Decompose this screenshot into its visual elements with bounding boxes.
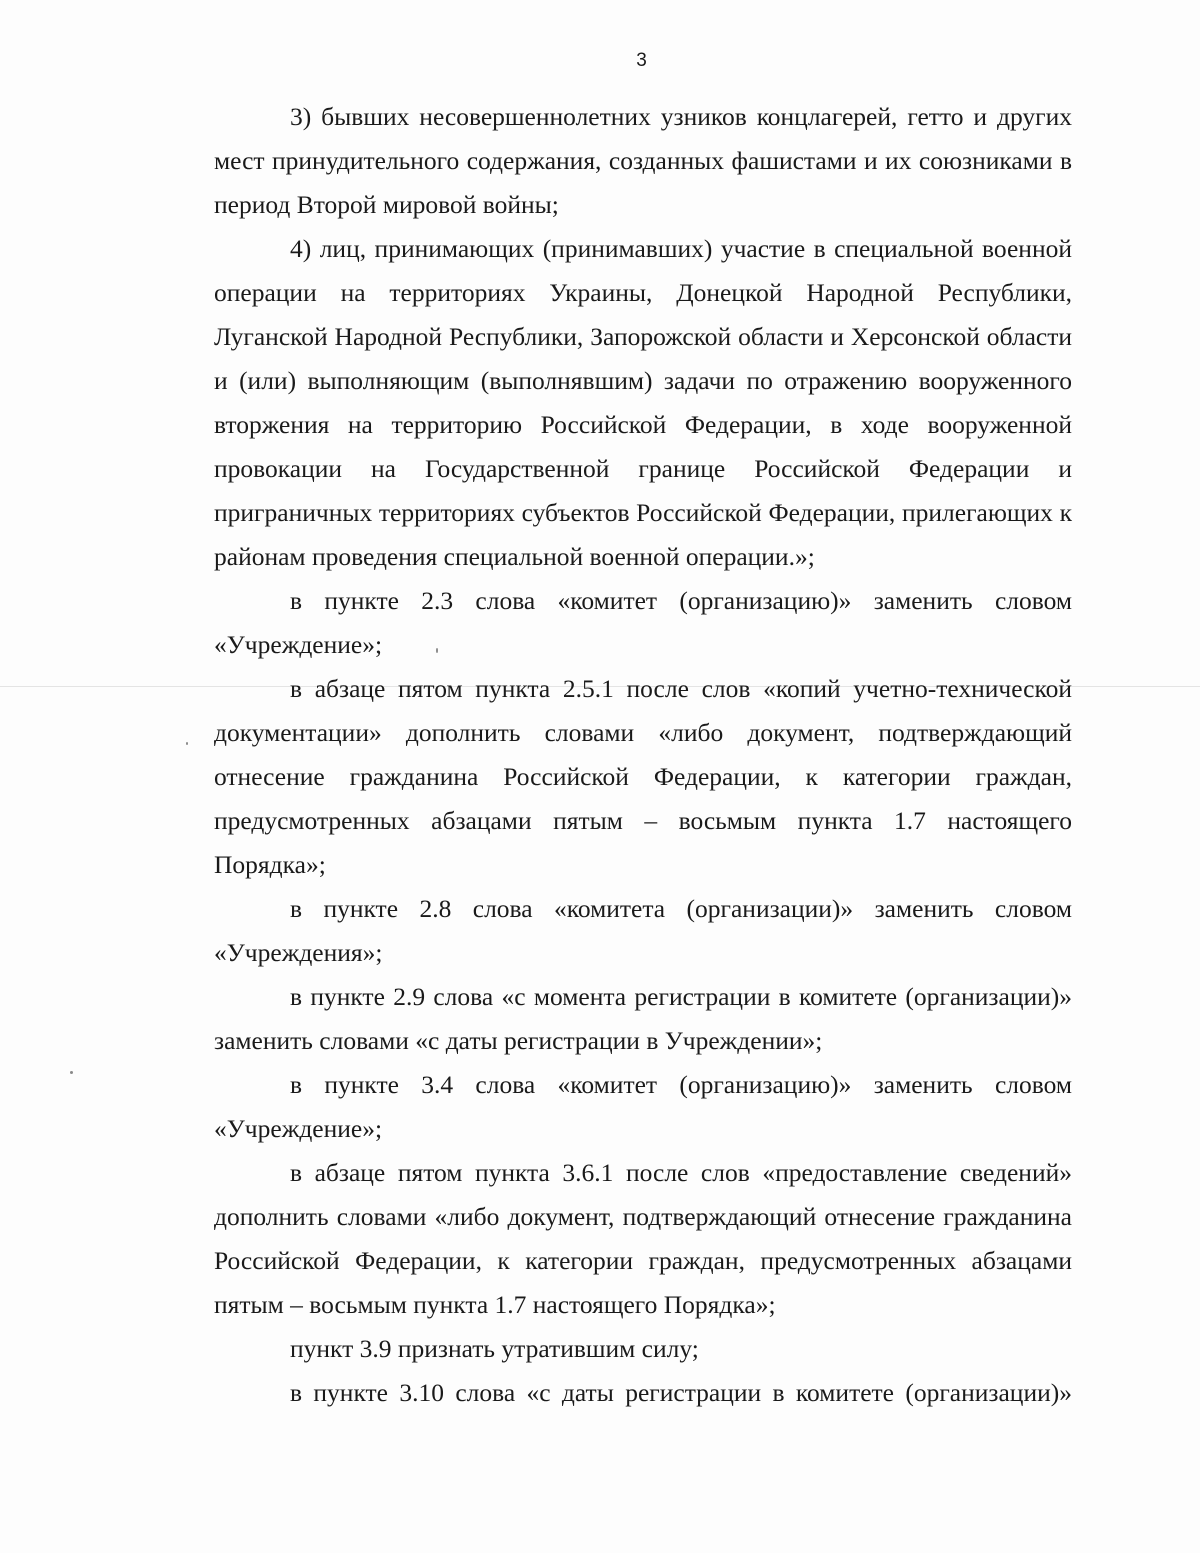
paragraph: в абзаце пятом пункта 2.5.1 после слов «копий учетно-технической документации» дополнить словами «либо документ, подтверждающий отнесение гражданина Российской Федерации, к категории граждан, предусмотренных абзацами пятым – восьмым пункта 1.7 настоящего Порядка»;: [214, 674, 1072, 879]
scan-artifact-dot: [70, 1071, 73, 1074]
paragraph: 3) бывших несовершеннолетних узников концлагерей, гетто и других мест принудительного содержания, созданных фашистами и их союзниками в период Второй мировой войны;: [214, 102, 1072, 219]
paragraph: 4) лиц, принимающих (принимавших) участие в специальной военной операции на территориях Украины, Донецкой Народной Республики, Луганской Народной Республики, Запорожской области и Херсонской области и (или) выполняющим (выполнявшим) задачи по отражению вооруженного вторжения на территорию Российской Федерации, в ходе вооруженной провокации на Государственной границе Российской Федерации и приграничных территориях субъектов Российской Федерации, прилегающих к районам проведения специальной военной операции.»;: [214, 234, 1072, 571]
document-body: [214, 95, 1072, 1415]
paragraph: в пункте 3.4 слова «комитет (организацию)» заменить словом «Учреждение»;: [214, 1070, 1072, 1143]
page-number: 3: [636, 50, 647, 71]
paragraph: в пункте 2.3 слова «комитет (организацию)» заменить словом «Учреждение»;: [214, 586, 1072, 659]
scan-artifact-dot: [186, 742, 188, 745]
paragraph: в пункте 2.8 слова «комитета (организации)» заменить словом «Учреждения»;: [214, 894, 1072, 967]
paragraph: в пункте 2.9 слова «с момента регистрации в комитете (организации)» заменить словами «с даты регистрации в Учреждении»;: [214, 982, 1072, 1055]
paragraph: в абзаце пятом пункта 3.6.1 после слов «предоставление сведений» дополнить словами «либо документ, подтверждающий отнесение гражданина Российской Федерации, к категории граждан, предусмотренных абзацами пятым – восьмым пункта 1.7 настоящего Порядка»;: [214, 1158, 1072, 1319]
paragraph: пункт 3.9 признать утратившим силу;: [290, 1334, 699, 1363]
paragraph: в пункте 3.10 слова «с даты регистрации в комитете (организации)»: [290, 1378, 1072, 1407]
